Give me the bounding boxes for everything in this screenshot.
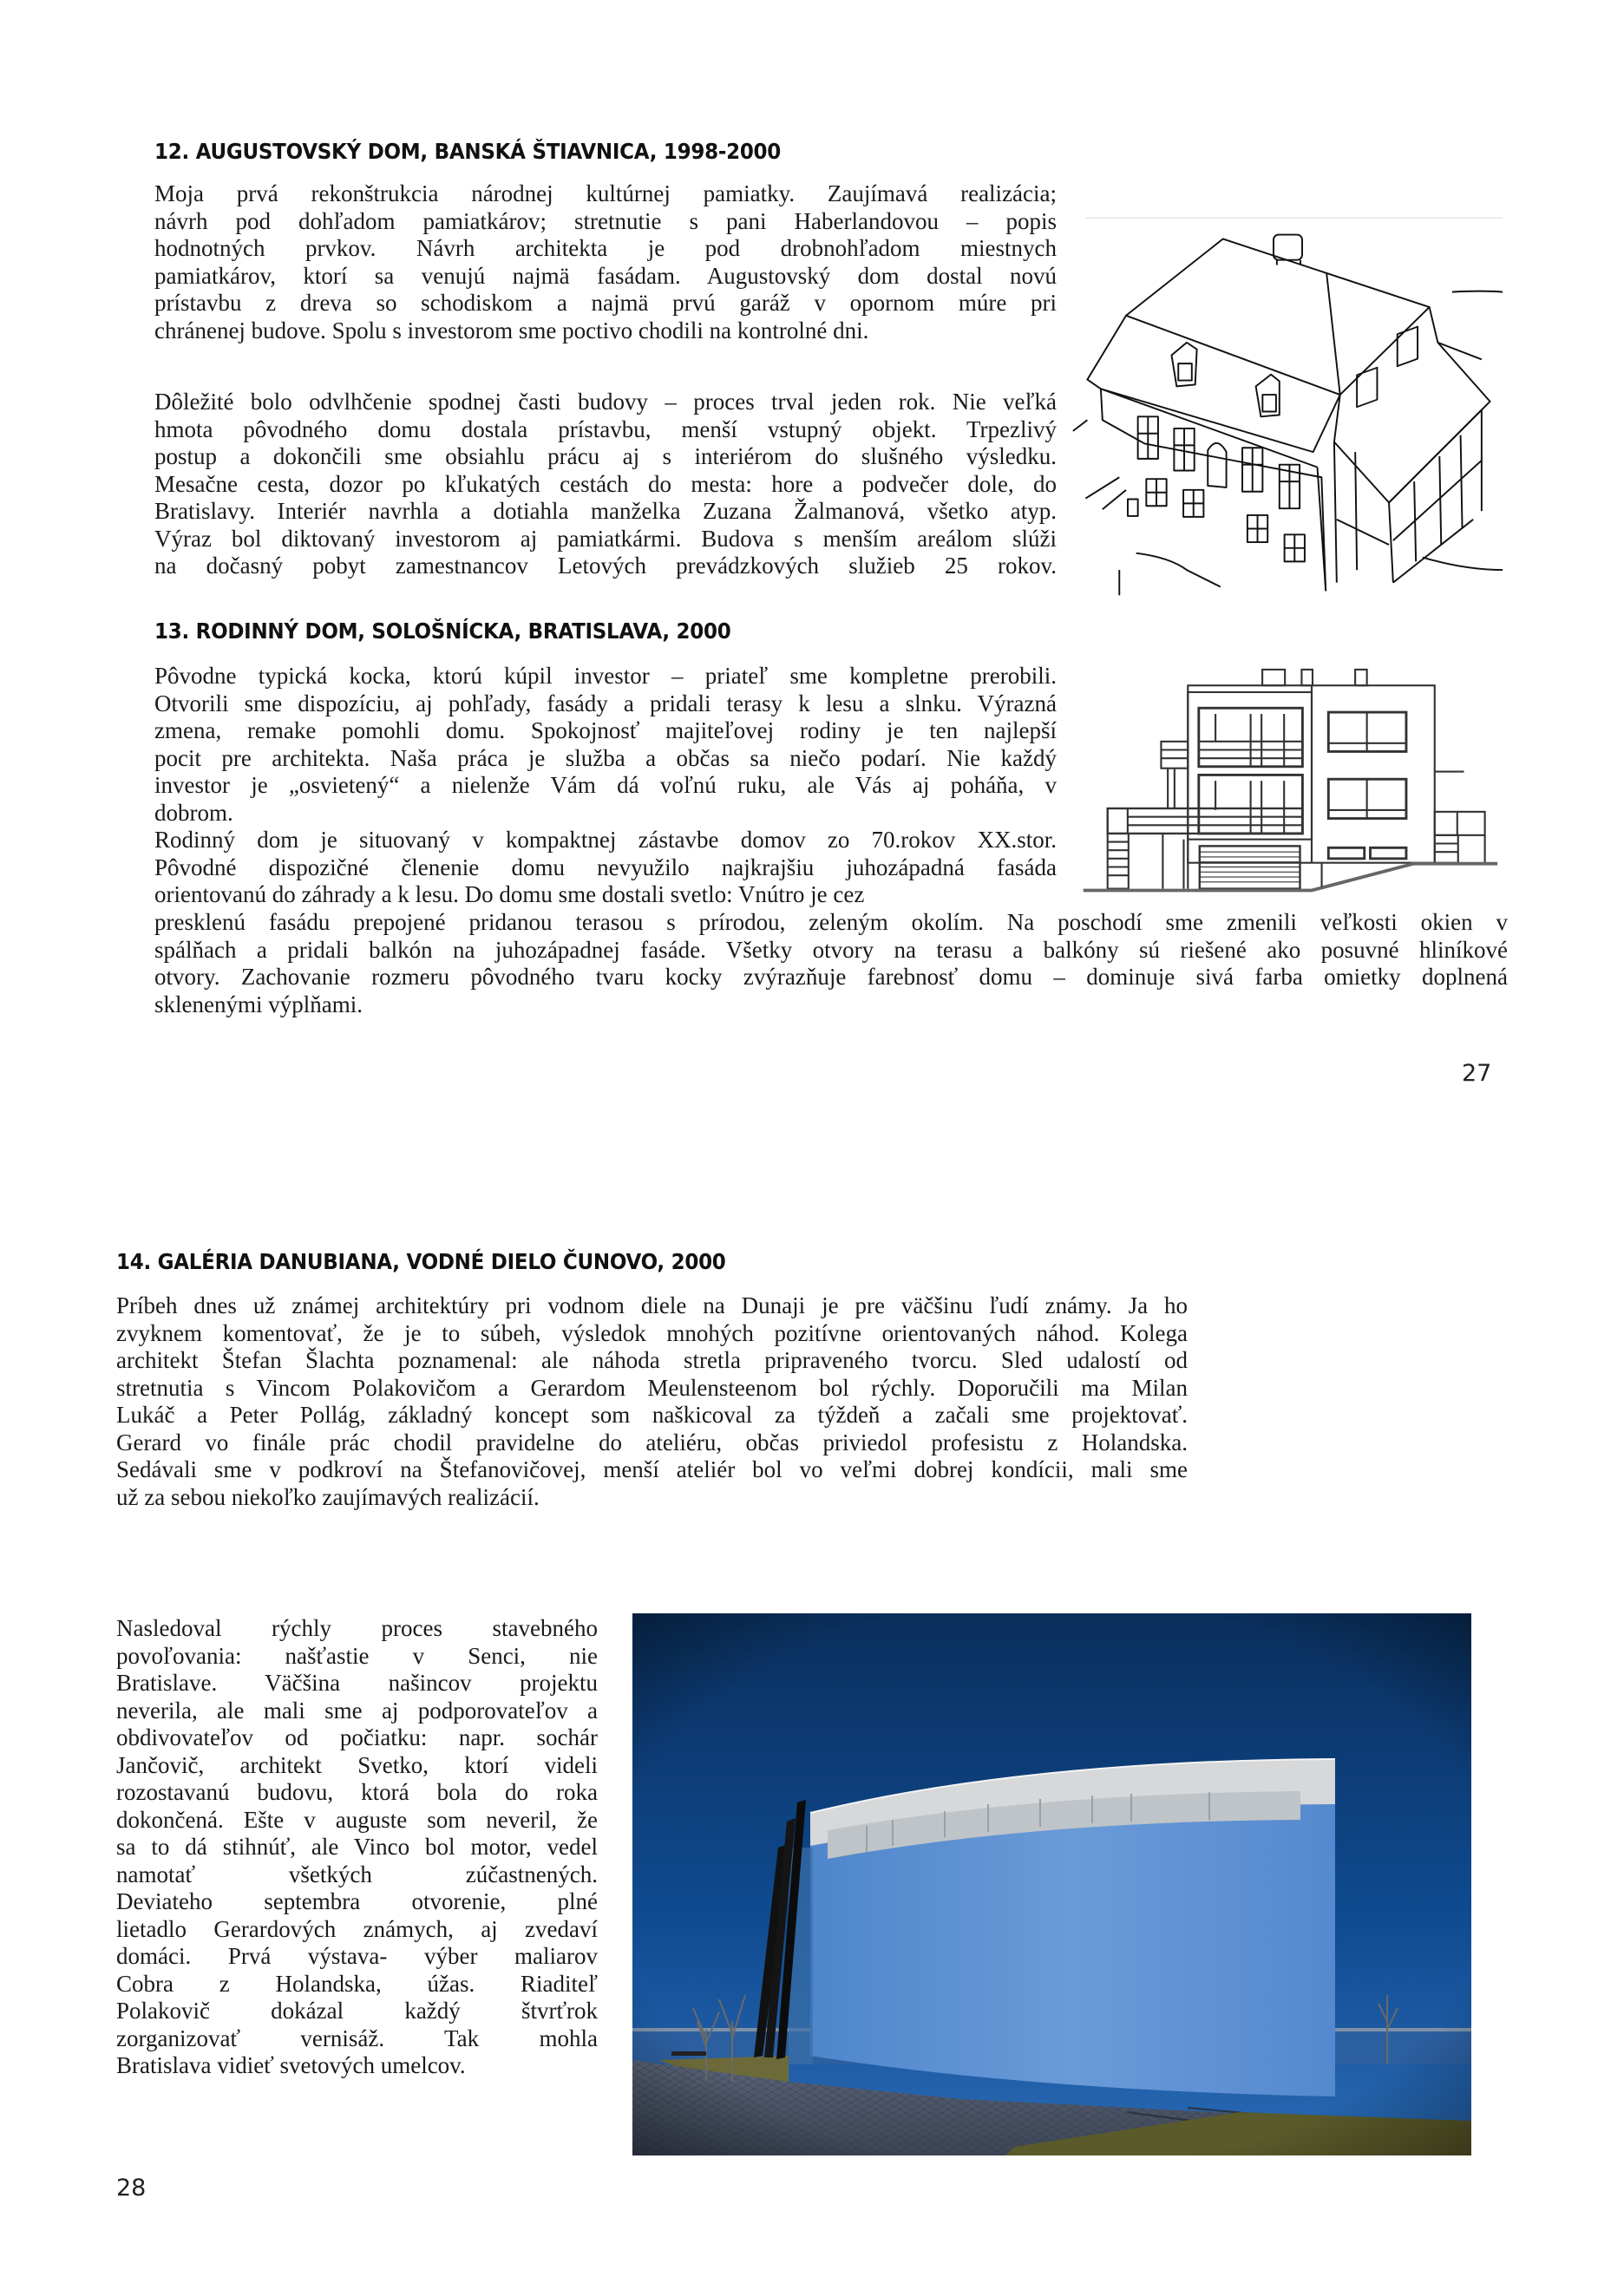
text-line: Nasledoval rýchly proces stavebného bbox=[116, 1615, 598, 1641]
section-14-paragraph-2 bbox=[116, 1615, 598, 2080]
house-elevation-icon bbox=[1067, 668, 1509, 902]
text-line: zorganizovať vernisáž. Tak mohla bbox=[116, 2025, 598, 2051]
text-line: Pôvodne typická kocka, ktorú kúpil investor – priateľ sme kompletne prerobili. bbox=[154, 663, 1057, 689]
text-line: Jančovič, architekt Svetko, ktorí videli bbox=[116, 1751, 598, 1778]
text-line: Deviateho septembra otvorenie, plné bbox=[116, 1888, 598, 1914]
text-line: povoľovania: našťastie v Senci, nie bbox=[116, 1642, 598, 1669]
text-line: hmota pôvodného domu dostala prístavbu, menší vstupný objekt. Trpezlivý bbox=[154, 415, 1057, 442]
text-line: lietadlo Gerardových známych, aj zvedaví bbox=[116, 1915, 598, 1942]
text-line: dokončená. Ešte v auguste som neveril, že bbox=[116, 1806, 598, 1833]
text-line: obdivovateľov od počiatku: napr. sochár bbox=[116, 1724, 598, 1750]
gallery-photo-icon bbox=[632, 1613, 1471, 2155]
text-line: orientovanú do záhrady a k lesu. Do domu sme dostali svetlo: Vnútro je cez bbox=[154, 881, 865, 907]
page-number-27: 27 bbox=[1462, 1060, 1492, 1087]
text-line: na dočasný pobyt zamestnancov Letových prevádzkových služieb 25 rokov. bbox=[154, 553, 1057, 579]
text-line: sa to dá stihnúť, ale Vinco bol motor, vedel bbox=[116, 1834, 598, 1860]
text-line: zmena, remake pomohli domu. Spokojnosť majiteľovej rodiny je ten najlepší bbox=[154, 717, 1057, 743]
section-13-paragraph-narrow bbox=[154, 663, 1057, 909]
text-line: Príbeh dnes už známej architektúry pri vodnom diele na Dunaji je pre väčšinu ľudí známy. Ja ho bbox=[116, 1292, 1188, 1318]
text-line: namotať všetkých zúčastnených. bbox=[116, 1861, 598, 1887]
section-14-heading: 14. GALÉRIA DANUBIANA, VODNÉ DIELO ČUNOVO, 2000 bbox=[116, 1249, 726, 1274]
text-line: Lukáč a Peter Pollág, základný koncept som naškicoval za týždeň a začali sme projektovať. bbox=[116, 1402, 1188, 1428]
text-line: návrh pod dohľadom pamiatkárov; stretnutie s pani Haberlandovou – popis bbox=[154, 207, 1057, 234]
text-line: architekt Štefan Šlachta poznamenal: ale náhoda stretla pripraveného tvorcu. Sled udalostí od bbox=[116, 1347, 1188, 1373]
section-14-paragraph-1 bbox=[116, 1292, 1188, 1511]
text-line: Pôvodné dispozičné členenie domu nevyužilo najkrajšiu juhozápadná fasáda bbox=[154, 854, 1057, 880]
text-line: zvyknem komentovať, že je to súbeh, výsledok mnohých pozitívne orientovaných náhod. Kolega bbox=[116, 1319, 1188, 1346]
text-line: rozostavanú budovu, ktorá bola do roka bbox=[116, 1779, 598, 1805]
text-line: Mesačne cesta, dozor po kľukatých cestách do mesta: hore a podvečer dole, do bbox=[154, 470, 1057, 497]
section-12-heading: 12. AUGUSTOVSKÝ DOM, BANSKÁ ŠTIAVNICA, 1998-2000 bbox=[154, 139, 782, 164]
text-line: sklenenými výplňami. bbox=[154, 991, 363, 1017]
text-line: Polakovič dokázal každý štvrťrok bbox=[116, 1998, 598, 2024]
text-line: spálňach a pridali balkón na juhozápadnej fasáde. Všetky otvory na terasu a balkóny sú riešené ako posuvné hliníkové bbox=[154, 936, 1508, 963]
text-line: domáci. Prvá výstava- výber maliarov bbox=[116, 1943, 598, 1969]
page-number-28: 28 bbox=[116, 2175, 147, 2201]
section-12-paragraph-1 bbox=[154, 180, 1057, 344]
text-line: Bratislava vidieť svetových umelcov. bbox=[116, 2052, 466, 2078]
text-line: stretnutia s Vincom Polakovičom a Gerardom Meulensteenom bol rýchly. Doporučili ma Milan bbox=[116, 1374, 1188, 1401]
text-line: Moja prvá rekonštrukcia národnej kultúrnej pamiatky. Zaujímavá realizácia; bbox=[154, 180, 1057, 206]
text-line: Otvorili sme dispozíciu, aj pohľady, fasády a pridali terasy k lesu a slnku. Výrazná bbox=[154, 690, 1057, 716]
text-line: neverila, ale mali sme aj podporovateľov a bbox=[116, 1697, 598, 1724]
text-line: chránenej budove. Spolu s investorom sme poctivo chodili na kontrolné dni. bbox=[154, 317, 869, 343]
section-13-heading: 13. RODINNÝ DOM, SOLOŠNÍCKA, BRATISLAVA, 2000 bbox=[154, 618, 731, 644]
text-line: Sedávali sme v podkroví na Štefanovičovej, menší ateliér bol vo veľmi dobrej kondícii, mali sme bbox=[116, 1456, 1188, 1482]
text-line: hodnotných prvkov. Návrh architekta je pod drobnohľadom miestnych bbox=[154, 235, 1057, 261]
text-line: postup a dokončili sme obsiahlu prácu aj s interiérom do slušného výsledku. bbox=[154, 443, 1057, 469]
text-line: pocit pre architekta. Naša práca je služba a občas sa niečo podarí. Nie každý bbox=[154, 744, 1057, 771]
house-sketch-icon bbox=[1069, 198, 1507, 597]
section-13-paragraph-wide bbox=[154, 909, 1508, 1018]
text-line: investor je „osvietený“ a nielenže Vám dá voľnú ruku, ale Vás aj poháňa, v bbox=[154, 772, 1057, 798]
text-line: prístavbu z dreva so schodiskom a najmä prvú garáž v opornom múre pri bbox=[154, 290, 1057, 316]
section-12-paragraph-2 bbox=[154, 389, 1057, 580]
text-line: otvory. Zachovanie rozmeru pôvodného tvaru kocky zvýrazňuje farebnosť domu – dominuje sivá farba omietky doplnená bbox=[154, 964, 1508, 990]
text-line: pamiatkárov, ktorí sa venujú najmä fasádam. Augustovský dom dostal novú bbox=[154, 262, 1057, 289]
text-line: už za sebou niekoľko zaujímavých realizácií. bbox=[116, 1483, 540, 1510]
text-line: dobrom. bbox=[154, 799, 233, 826]
text-line: Dôležité bolo odvlhčenie spodnej časti budovy – proces trval jeden rok. Nie veľká bbox=[154, 389, 1057, 415]
text-line: Cobra z Holandska, úžas. Riaditeľ bbox=[116, 1970, 598, 1997]
text-line: Bratislave. Väčšina našincov projektu bbox=[116, 1670, 598, 1696]
text-line: Rodinný dom je situovaný v kompaktnej zástavbe domov zo 70.rokov XX.stor. bbox=[154, 827, 1057, 853]
text-line: Gerard vo finále prác chodil pravidelne do ateliéru, občas priviedol profesistu z Holandska. bbox=[116, 1429, 1188, 1455]
text-line: presklenú fasádu prepojené pridanou terasou s prírodou, zeleným okolím. Na poschodí sme zmenili veľkosti okien v bbox=[154, 909, 1508, 935]
text-line: Bratislavy. Interiér navrhla a dotiahla manželka Zuzana Žalmanová, všetko atyp. bbox=[154, 498, 1057, 524]
text-line: Výraz bol diktovaný investorom aj pamiatkármi. Budova s menším areálom slúži bbox=[154, 525, 1057, 552]
